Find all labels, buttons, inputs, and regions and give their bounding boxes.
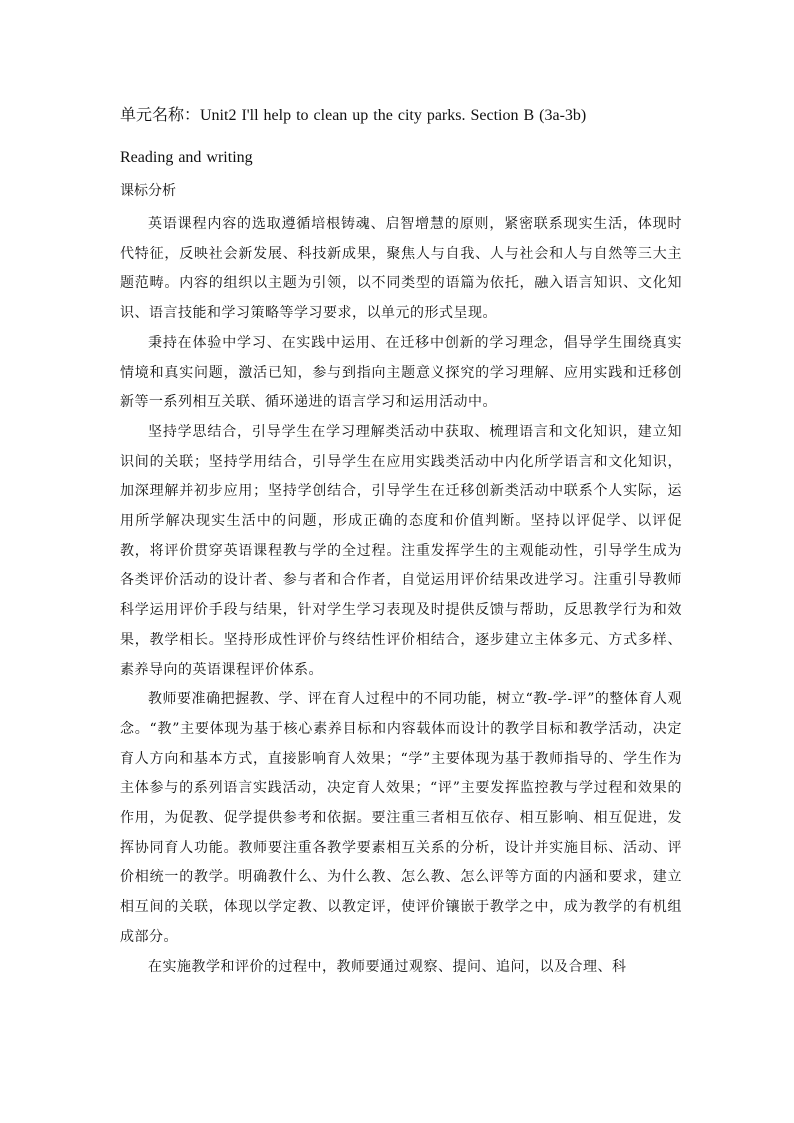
section-heading: 课标分析 xyxy=(120,183,176,199)
paragraph: 秉持在体验中学习、在实践中运用、在迁移中创新的学习理念，倡导学生围绕真实情境和真实问题，激活已知，参与到指向主题意义探究的学习理解、应用实践和迁移创新等一系列相互关联、循环递进的语言学习和运用活动中。 xyxy=(120,334,682,411)
unit-title: 单元名称：Unit2 I'll help to clean up the city parks. Section B (3a-3b) xyxy=(120,107,587,124)
unit-subtitle: Reading and writing xyxy=(120,149,253,166)
paragraph: 英语课程内容的选取遵循培根铸魂、启智增慧的原则，紧密联系现实生活，体现时代特征，反映社会新发展、科技新成果，聚焦人与自我、人与社会和人与自然等三大主题范畴。内容的组织以主题为引领，以不同类型的语篇为依托，融入语言知识、文化知识、语言技能和学习策略等学习要求，以单元的形式呈现。 xyxy=(120,216,682,322)
paragraph: 坚持学思结合，引导学生在学习理解类活动中获取、梳理语言和文化知识，建立知识间的关联；坚持学用结合，引导学生在应用实践类活动中内化所学语言和文化知识，加深理解并初步应用；坚持学创结合，引导学生在迁移创新类活动中联系个人实际，运用所学解决现实生活中的问题，形成正确的态度和价值判断。坚持以评促学、以评促教，将评价贯穿英语课程教与学的全过程。注重发挥学生的主观能动性，引导学生成为各类评价活动的设计者、参与者和合作者，自觉运用评价结果改进学习。注重引导教师科学运用评价手段与结果，针对学生学习表现及时提供反馈与帮助，反思教学行为和效果，教学相长。坚持形成性评价与终结性评价相结合，逐步建立主体多元、方式多样、素养导向的英语课程评价体系。 xyxy=(120,423,682,678)
paragraph: 在实施教学和评价的过程中，教师要通过观察、提问、追问，以及合理、科 xyxy=(148,958,627,975)
document-page xyxy=(120,100,682,982)
paragraph: 教师要准确把握教、学、评在育人过程中的不同功能，树立“教-学-评”的整体育人观念。“教”主要体现为基于核心素养目标和内容载体而设计的教学目标和教学活动，决定育人方向和基本方式，直接影响育人效果；“学”主要体现为基于教师指导的、学生作为主体参与的系列语言实践活动，决定育人效果；“评”主要发挥监控教与学过程和效果的作用，为促教、促学提供参考和依据。要注重三者相互依存、相互影响、相互促进，发挥协同育人功能。教师要注重各教学要素相互关系的分析，设计并实施目标、活动、评价相统一的教学。明确教什么、为什么教、怎么教、怎么评等方面的内涵和要求，建立相互间的关联，体现以学定教、以教定评，使评价镶嵌于教学之中，成为教学的有机组成部分。 xyxy=(120,691,682,945)
